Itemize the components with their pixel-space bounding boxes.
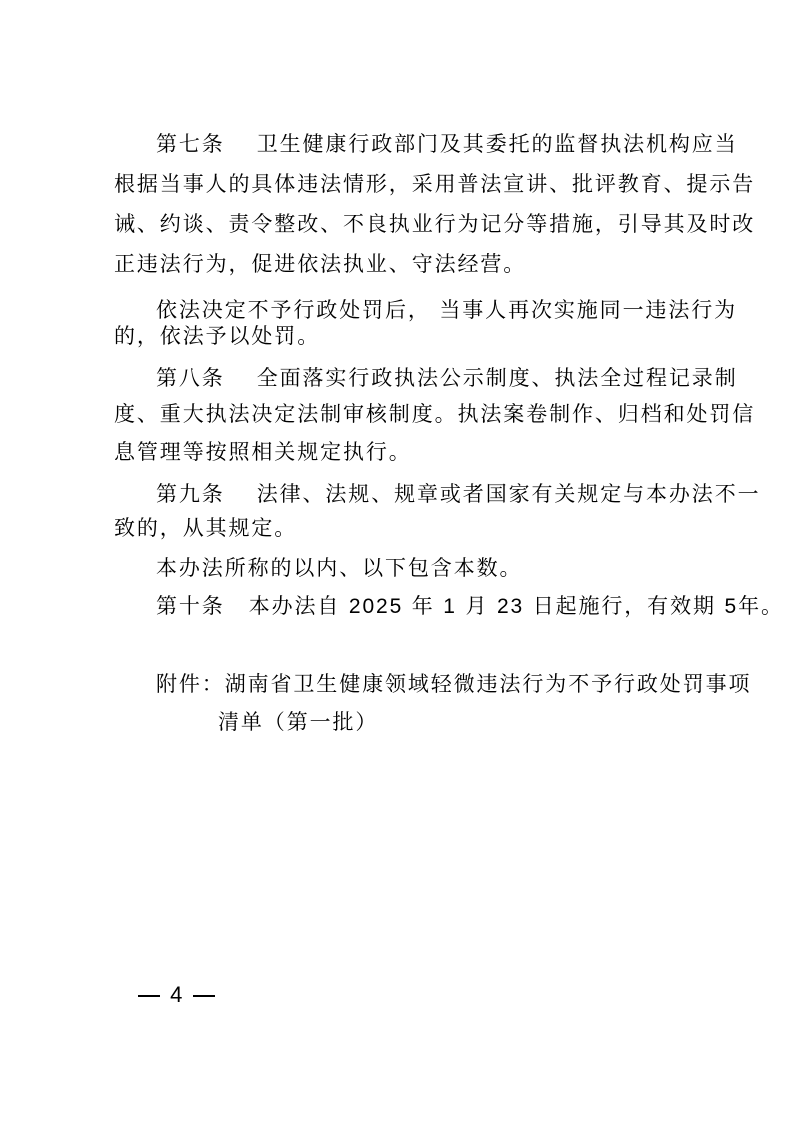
article7-line3: 诫、约谈、责令整改、不良执业行为记分等措施，引导其及时改 [114,212,756,236]
repeat-paragraph-line2: 的，依法予以处罚。 [114,324,321,348]
article7-line2: 根据当事人的具体违法情形，采用普法宣讲、批评教育、提示告 [114,172,756,196]
attachment-line1: 附件：湖南省卫生健康领域轻微违法行为不予行政处罚事项 [156,672,752,696]
effective-month: 1 [443,595,457,618]
page-number-footer [134,975,219,1015]
article10-heading: 第十条 [156,594,225,618]
repeat-paragraph-line1: 依法决定不予行政处罚后， 当事人再次实施同一违法行为 [156,298,738,322]
left-dash [138,995,160,997]
article8-line1: 第八条 全面落实行政执法公示制度、执法全过程记录制 [156,366,738,390]
article8-line2: 度、重大执法决定法制审核制度。执法案卷制作、归档和处罚信 [114,402,756,426]
scope-paragraph: 本办法所称的以内、以下包含本数。 [156,556,523,580]
article8-heading: 第八条 [156,366,225,390]
article9-line2: 致的，从其规定。 [114,516,298,540]
article9-line1: 第九条 法律、法规、规章或者国家有关规定与本办法不一 [156,482,761,506]
article8-line3: 息管理等按照相关规定执行。 [114,440,412,464]
effective-year: 2025 [348,595,404,618]
page-number: 4 [170,982,183,1007]
validity-years: 5 [724,595,739,618]
article7-line4: 正违法行为，促进依法执业、守法经营。 [114,252,527,276]
article7-line1: 第七条 卫生健康行政部门及其委托的监督执法机构应当 [156,132,738,156]
article10-line: 第十条 本办法自 2025 年 1 月 23 日起施行，有效期 5年。 [156,594,784,618]
article7-heading: 第七条 [156,132,225,156]
effective-day: 23 [496,595,525,618]
article9-heading: 第九条 [156,482,225,506]
attachment-line2: 清单（第一批） [218,710,379,734]
right-dash [193,995,215,997]
